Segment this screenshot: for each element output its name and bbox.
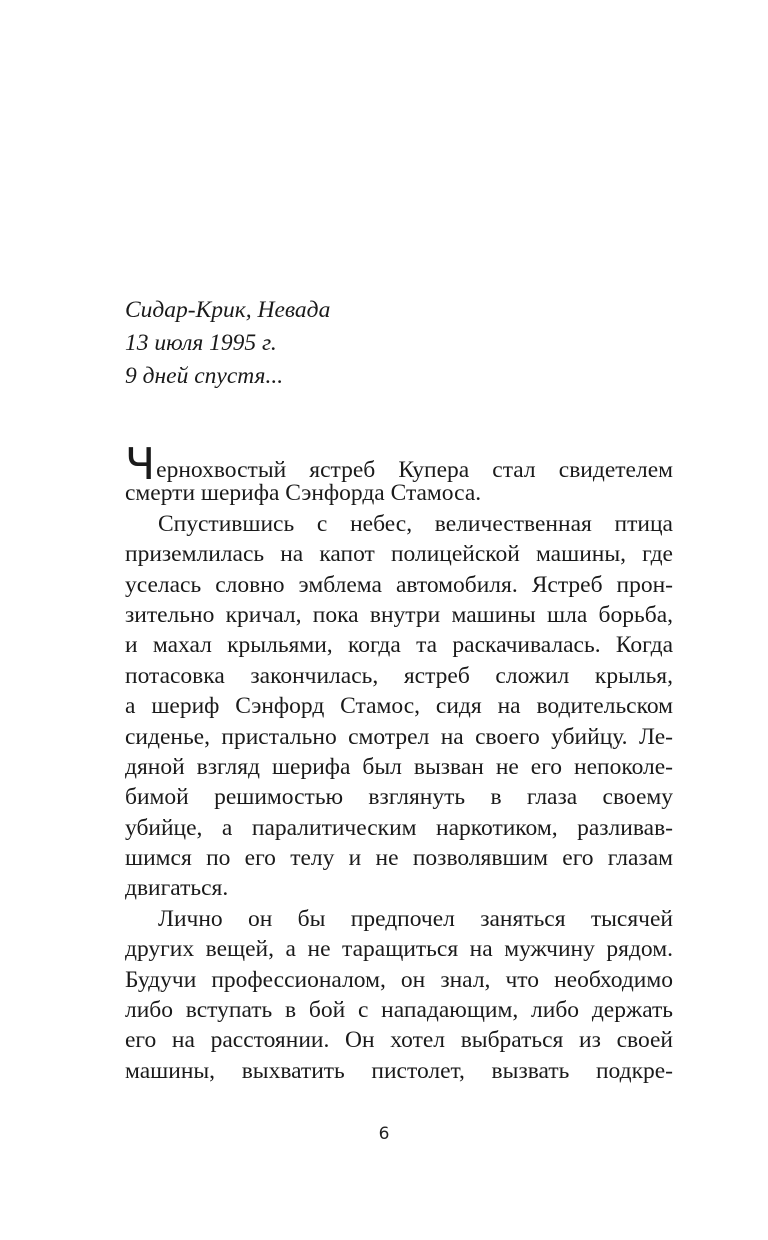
page-number: 6	[378, 1124, 390, 1144]
header-place: Сидар-Крик, Невада	[125, 297, 331, 323]
paragraph-2-line: и махал крыльями, когда та раскачивалась. Когда	[125, 632, 673, 659]
paragraph-2-line-1: Спустившись с небес, величественная птица	[158, 510, 673, 537]
paragraph-2-line: уселась словно эмблема автомобиля. Ястреб прон-	[125, 571, 673, 598]
paragraph-2-line: шимся по его телу и не позволявшим его глазам	[125, 845, 673, 872]
paragraph-2-line: бимой решимостью взглянуть в глаза своему	[125, 784, 673, 811]
paragraph-2-line: дяной взгляд шерифа был вызван не его непоколе-	[125, 753, 673, 780]
chapter-header	[125, 294, 685, 393]
paragraph-1-line-1	[125, 439, 673, 490]
paragraph-2-line: потасовка закончилась, ястреб сложил крылья,	[125, 662, 673, 689]
paragraph-2-line: двигаться.	[125, 875, 229, 902]
paragraph-3-line: Будучи профессионалом, он знал, что необходимо	[125, 966, 673, 993]
body-text	[125, 439, 673, 1086]
paragraph-2-line: приземлилась на капот полицейской машины, где	[125, 541, 673, 568]
paragraph-3-line: либо вступать в бой с нападающим, либо держать	[125, 997, 673, 1024]
paragraph-3-line: его на расстоянии. Он хотел выбраться из своей	[125, 1027, 673, 1054]
header-date: 13 июля 1995 г.	[125, 330, 277, 356]
paragraph-2-line: убийце, а паралитическим наркотиком, разливав-	[125, 814, 673, 841]
paragraph-3-line: машины, выхватить пистолет, вызвать подкре-	[125, 1057, 673, 1084]
paragraph-1-line-2: смерти шерифа Сэнфорда Стамоса.	[125, 480, 482, 507]
drop-cap: Ч	[125, 439, 156, 490]
paragraph-2-line: а шериф Сэнфорд Стамос, сидя на водительском	[125, 693, 673, 720]
paragraph-2-line: зительно кричал, пока внутри машины шла борьба,	[125, 601, 673, 628]
paragraph-3-line-1: Лично он бы предпочел заняться тысячей	[158, 905, 673, 932]
paragraph-3-line: других вещей, а не таращиться на мужчину рядом.	[125, 936, 673, 963]
line-text: ернохвостый ястреб Купера стал свидетелем	[156, 457, 673, 483]
header-note: 9 дней спустя...	[125, 363, 284, 389]
paragraph-2-line: сиденье, пристально смотрел на своего убийцу. Ле-	[125, 723, 673, 750]
